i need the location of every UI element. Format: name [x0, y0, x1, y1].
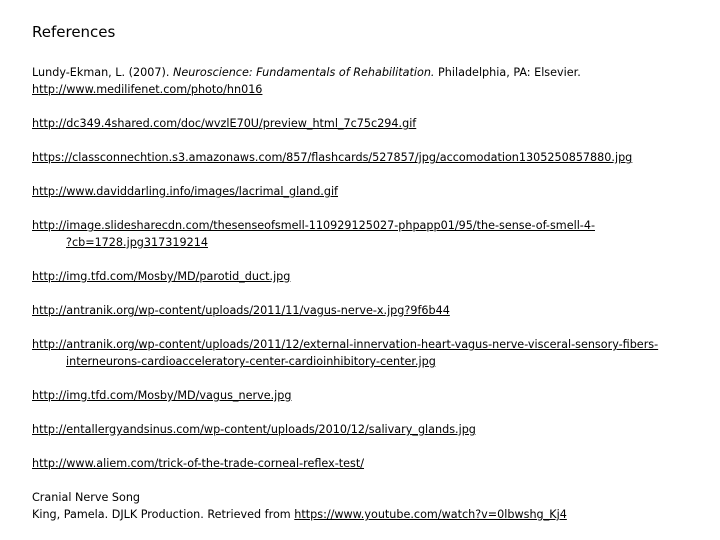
references-list [32, 64, 692, 523]
reference-link[interactable]: http://img.tfd.com/Mosby/MD/parotid_duct.jpg [32, 270, 291, 283]
reference-link[interactable]: http://www.medilifenet.com/photo/hn016 [32, 83, 263, 96]
reference-link[interactable]: http://entallergyandsinus.com/wp-content/uploads/2010/12/salivary_glands.jpg [32, 423, 476, 436]
song-credit: King, Pamela. DJLK Production. Retrieved from [32, 508, 291, 521]
reference-item [32, 183, 692, 200]
reference-item [32, 336, 692, 370]
reference-item [32, 149, 692, 166]
reference-continuation [32, 234, 208, 251]
reference-book-title: Neuroscience: Fundamentals of Rehabilitation. [172, 66, 435, 79]
reference-author: Lundy-Ekman, L. (2007). [32, 66, 170, 79]
reference-item [32, 268, 692, 285]
reference-link[interactable]: ?cb=1728.jpg317319214 [66, 236, 208, 249]
reference-item [32, 302, 692, 319]
reference-link[interactable]: interneurons-cardioacceleratory-center-cardioinhibitory-center.jpg [66, 355, 436, 368]
reference-link[interactable]: https://www.youtube.com/watch?v=0lbwshg_Kj4 [294, 508, 567, 521]
reference-item [32, 115, 692, 132]
reference-lundy [32, 64, 692, 98]
reference-link[interactable]: http://image.slidesharecdn.com/thesenseofsmell-110929125027-phpapp01/95/the-sense-of-smell-4- [32, 219, 595, 232]
reference-item [32, 455, 692, 472]
reference-item [32, 421, 692, 438]
reference-item [32, 387, 692, 404]
reference-publisher: Philadelphia, PA: Elsevier. [438, 66, 581, 79]
reference-link[interactable]: https://classconnechtion.s3.amazonaws.com/857/flashcards/527857/jpg/accomodation1305250857880.jpg [32, 151, 633, 164]
reference-link[interactable]: http://www.daviddarling.info/images/lacrimal_gland.gif [32, 185, 338, 198]
reference-link[interactable]: http://antranik.org/wp-content/uploads/2011/11/vagus-nerve-x.jpg?9f6b44 [32, 304, 450, 317]
page-title: References [32, 23, 116, 41]
reference-song [32, 489, 692, 523]
reference-link[interactable]: http://dc349.4shared.com/doc/wvzlE70U/preview_html_7c75c294.gif [32, 117, 417, 130]
reference-link[interactable]: http://antranik.org/wp-content/uploads/2011/12/external-innervation-heart-vagus-nerve-visceral-sensory-fibers- [32, 338, 659, 351]
song-title: Cranial Nerve Song [32, 491, 141, 504]
reference-continuation [32, 353, 436, 370]
reference-link[interactable]: http://img.tfd.com/Mosby/MD/vagus_nerve.jpg [32, 389, 292, 402]
reference-item [32, 217, 692, 251]
reference-link[interactable]: http://www.aliem.com/trick-of-the-trade-corneal-reflex-test/ [32, 457, 365, 470]
